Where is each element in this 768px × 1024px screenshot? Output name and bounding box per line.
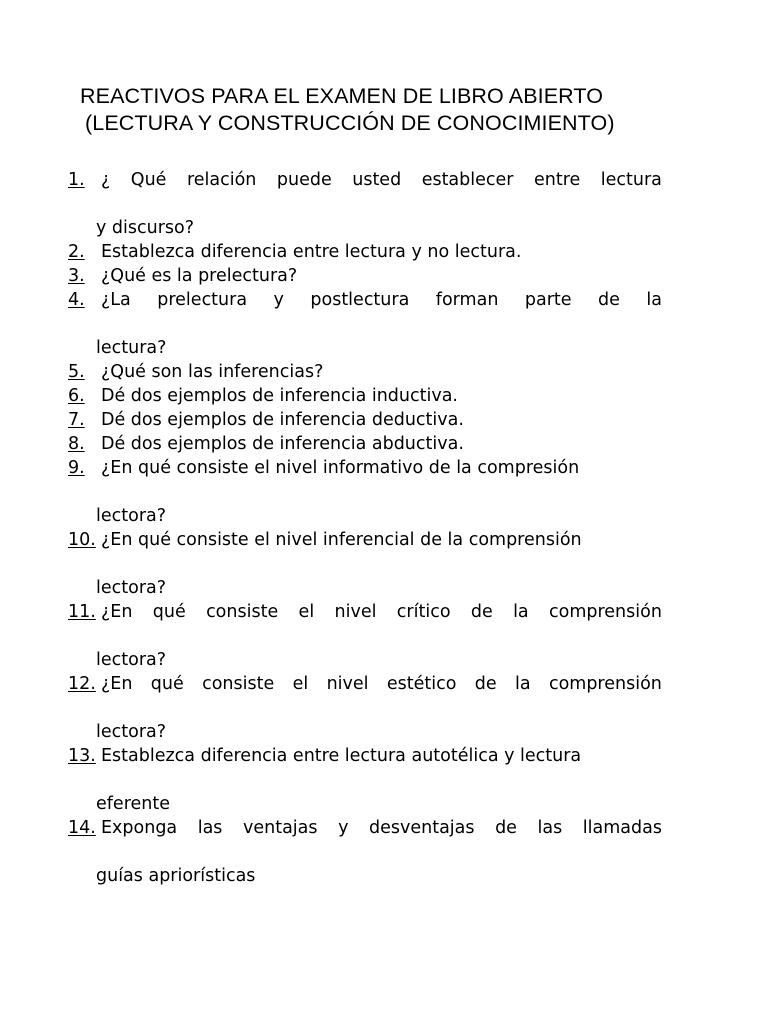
question-word: entre bbox=[533, 170, 581, 190]
question-text bbox=[101, 288, 662, 312]
question-word: establecer bbox=[421, 170, 514, 190]
question-word: qué bbox=[150, 674, 184, 694]
question-first-line bbox=[68, 672, 662, 696]
question-lead-mark: ¿ bbox=[101, 170, 111, 190]
question-continuation-line: guías apriorísticas bbox=[96, 866, 256, 886]
question-text: Establezca diferencia entre lectura y no lectura. bbox=[101, 242, 522, 262]
question-item bbox=[68, 816, 662, 888]
question-number: 11. bbox=[68, 602, 96, 622]
question-text: Establezca diferencia entre lectura autotélica y lectura bbox=[101, 746, 582, 766]
question-word: comprensión bbox=[548, 674, 662, 694]
question-first-line bbox=[68, 744, 662, 768]
question-word: las bbox=[197, 818, 223, 838]
question-text bbox=[101, 816, 662, 840]
question-word: postlectura bbox=[310, 290, 410, 310]
question-item bbox=[68, 528, 662, 600]
question-word: ¿La bbox=[101, 290, 131, 310]
question-first-line bbox=[68, 432, 662, 456]
question-item bbox=[68, 744, 662, 816]
question-number: 7. bbox=[68, 410, 85, 430]
question-number: 5. bbox=[68, 362, 85, 382]
question-item bbox=[68, 360, 662, 384]
question-number: 9. bbox=[68, 458, 85, 478]
question-word: estético bbox=[386, 674, 457, 694]
question-word: puede bbox=[276, 170, 332, 190]
question-text bbox=[101, 168, 662, 192]
question-word: el bbox=[298, 602, 315, 622]
question-item bbox=[68, 672, 662, 744]
question-text: ¿Qué es la prelectura? bbox=[101, 266, 298, 286]
question-item bbox=[68, 240, 662, 264]
question-number: 4. bbox=[68, 290, 85, 310]
question-word: forman bbox=[435, 290, 499, 310]
question-first-line bbox=[68, 360, 662, 384]
question-word: ventajas bbox=[243, 818, 318, 838]
question-word: consiste bbox=[206, 602, 279, 622]
question-first-line bbox=[68, 408, 662, 432]
question-word: ¿En bbox=[101, 674, 133, 694]
question-first-line bbox=[68, 264, 662, 288]
question-number: 3. bbox=[68, 266, 85, 286]
question-continuation-line: lectora? bbox=[96, 578, 167, 598]
question-word: la bbox=[646, 290, 662, 310]
question-continuation-line: lectora? bbox=[96, 722, 167, 742]
question-continuation-line: lectora? bbox=[96, 506, 167, 526]
question-text: Dé dos ejemplos de inferencia inductiva. bbox=[101, 386, 458, 406]
question-text bbox=[101, 600, 662, 624]
question-continuation-line: lectora? bbox=[96, 650, 167, 670]
question-first-line bbox=[68, 600, 662, 624]
question-first-line bbox=[68, 288, 662, 312]
question-item bbox=[68, 384, 662, 408]
question-word: de bbox=[495, 818, 517, 838]
question-word: relación bbox=[186, 170, 257, 190]
question-item bbox=[68, 168, 662, 240]
question-text bbox=[101, 672, 662, 696]
question-word: las bbox=[537, 818, 563, 838]
question-list bbox=[68, 168, 662, 888]
question-first-line bbox=[68, 384, 662, 408]
question-continuation-line: eferente bbox=[96, 794, 170, 814]
question-item bbox=[68, 288, 662, 360]
question-text: Dé dos ejemplos de inferencia deductiva. bbox=[101, 410, 464, 430]
question-item bbox=[68, 432, 662, 456]
question-word: y bbox=[338, 818, 349, 838]
question-word: la bbox=[513, 602, 529, 622]
question-word: consiste bbox=[202, 674, 275, 694]
question-text: ¿En qué consiste el nivel inferencial de la comprensión bbox=[101, 530, 582, 550]
question-text: ¿Qué son las inferencias? bbox=[101, 362, 324, 382]
question-number: 6. bbox=[68, 386, 85, 406]
document-title-line-2: (LECTURA Y CONSTRUCCIÓN DE CONOCIMIENTO) bbox=[85, 111, 615, 135]
question-item bbox=[68, 264, 662, 288]
question-word: Exponga bbox=[101, 818, 178, 838]
document-title bbox=[80, 83, 680, 137]
question-word: y bbox=[273, 290, 284, 310]
question-text: Dé dos ejemplos de inferencia abductiva. bbox=[101, 434, 464, 454]
question-number: 1. bbox=[68, 170, 85, 190]
question-word: ¿En bbox=[101, 602, 133, 622]
question-word: Qué bbox=[130, 170, 167, 190]
question-continuation-line: y discurso? bbox=[96, 218, 195, 238]
question-word: lectura bbox=[600, 170, 662, 190]
question-word: de bbox=[470, 602, 493, 622]
question-number: 14. bbox=[68, 818, 96, 838]
question-word: desventajas bbox=[369, 818, 475, 838]
question-word: de bbox=[474, 674, 497, 694]
question-number: 10. bbox=[68, 530, 96, 550]
question-word: nivel bbox=[334, 602, 377, 622]
question-item bbox=[68, 600, 662, 672]
question-item bbox=[68, 408, 662, 432]
question-word: el bbox=[292, 674, 309, 694]
question-item bbox=[68, 456, 662, 528]
question-first-line bbox=[68, 168, 662, 192]
question-first-line bbox=[68, 816, 662, 840]
question-number: 12. bbox=[68, 674, 96, 694]
question-first-line bbox=[68, 456, 662, 480]
question-number: 8. bbox=[68, 434, 85, 454]
document-title-line-1: REACTIVOS PARA EL EXAMEN DE LIBRO ABIERTO bbox=[80, 84, 604, 108]
question-word: llamadas bbox=[582, 818, 662, 838]
question-word: comprensión bbox=[548, 602, 662, 622]
question-number: 13. bbox=[68, 746, 96, 766]
question-word: de bbox=[598, 290, 620, 310]
question-continuation-line: lectura? bbox=[96, 338, 167, 358]
question-first-line bbox=[68, 240, 662, 264]
question-word: usted bbox=[352, 170, 402, 190]
question-word: prelectura bbox=[157, 290, 248, 310]
question-number: 2. bbox=[68, 242, 85, 262]
question-word: parte bbox=[524, 290, 572, 310]
question-word: nivel bbox=[326, 674, 369, 694]
question-text: ¿En qué consiste el nivel informativo de la compresión bbox=[101, 458, 580, 478]
question-word: crítico bbox=[396, 602, 451, 622]
question-first-line bbox=[68, 528, 662, 552]
question-word: la bbox=[515, 674, 531, 694]
question-word: qué bbox=[152, 602, 186, 622]
